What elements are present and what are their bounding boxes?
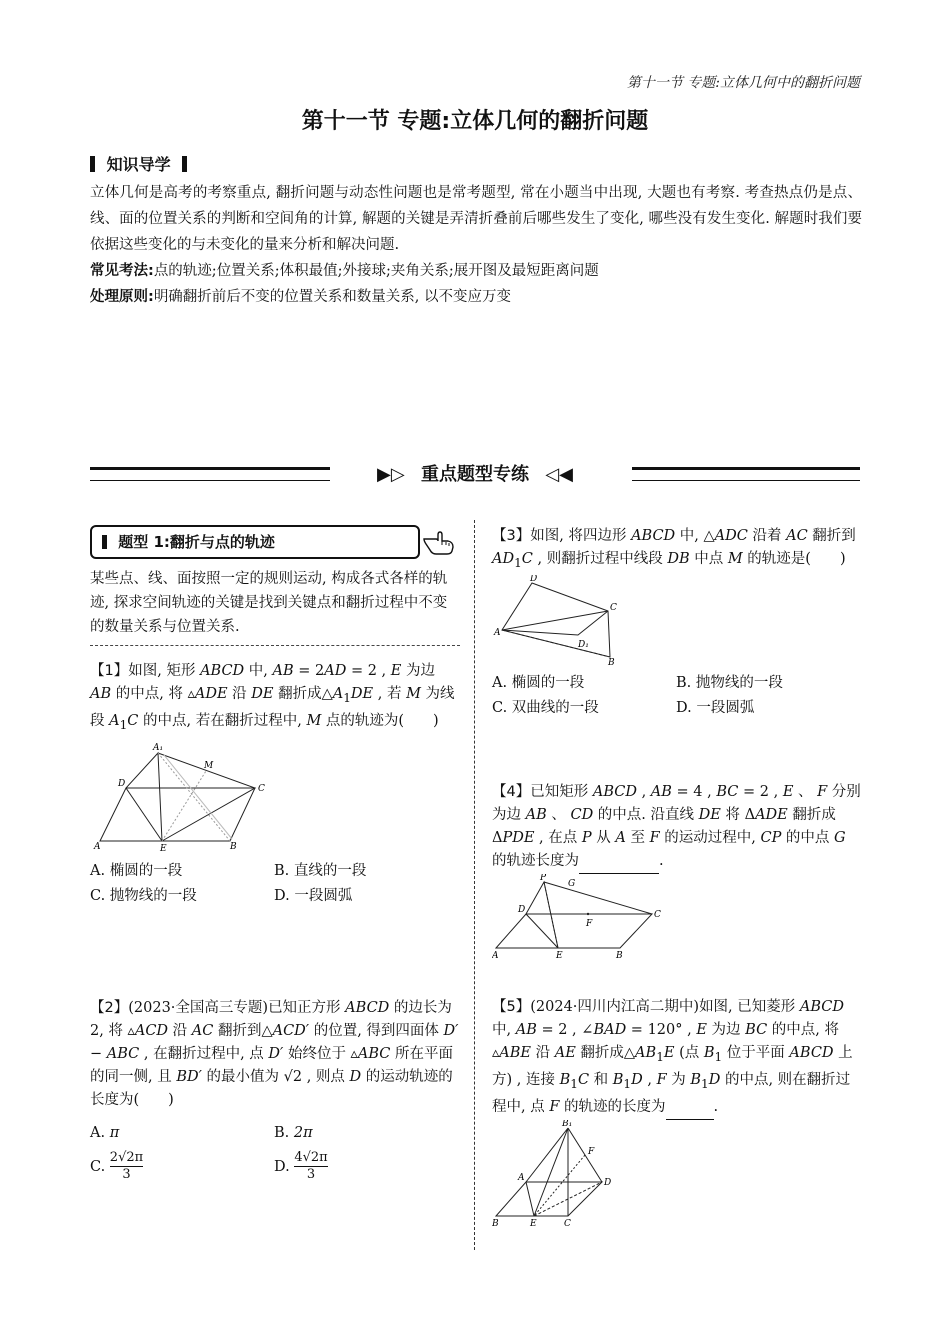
section-rule-left xyxy=(90,467,330,481)
fig4-point-F xyxy=(587,913,589,915)
page-title: 第十一节 专题:立体几何的翻折问题 xyxy=(301,109,649,134)
type1-box xyxy=(90,525,420,559)
knowledge-heading xyxy=(90,152,187,175)
fig4-label-G: G xyxy=(568,878,576,889)
knowledge-body xyxy=(90,180,862,310)
fig3-label-A: A xyxy=(494,627,501,638)
principle-text: 明确翻折前后不变的位置关系和数量关系, 以不变应万变 xyxy=(153,289,512,305)
principle xyxy=(90,284,862,310)
running-header: 第十一节 专题:立体几何中的翻折问题 xyxy=(626,75,860,91)
figure-q1 xyxy=(90,741,280,853)
question-2-number: 【2】 xyxy=(90,999,129,1016)
fig1-label-C: C xyxy=(258,783,265,794)
q3-option-c: C. 双曲线的一段 xyxy=(492,699,599,716)
fig4-label-P: P xyxy=(540,873,547,883)
type1-description: 某些点、线、面按照一定的规则运动, 构成各式各样的轨迹, 探求空间轨迹的关键是找到关键点和翻折过程中不变的数量关系与位置关系. xyxy=(90,567,460,646)
fig4-label-F: F xyxy=(586,918,593,929)
question-4: 【4】已知矩形 ABCD , AB = 4 , BC = 2 , E 、 F 分别为边 AB 、 CD 的中点. 沿直线 DE 将 ΔADE 翻折成 ΔPDE , 在点 P 从 A 至 F 的运动过程中, CP 的中点 G 的轨迹长度为 . xyxy=(492,781,862,874)
q1-option-c: C. 抛物线的一段 xyxy=(90,887,197,904)
heading-bar-right xyxy=(182,156,187,172)
fig3-label-B: B xyxy=(608,657,615,665)
type1-title: 题型 1:翻折与点的轨迹 xyxy=(118,533,275,551)
q3-option-b: B. 抛物线的一段 xyxy=(676,674,783,691)
q3-option-a: A. 椭圆的一段 xyxy=(492,674,585,691)
question-1: 【1】如图, 矩形 ABCD 中, AB = 2AD = 2 , E 为边 AB 的中点, 将 ▵ADE 沿 DE 翻折成$\triangle A_1DE$ , 若 M 为线段 $A_1C$ 的中点, 若在翻折过程中, M 点的轨迹为( ) xyxy=(90,663,455,732)
fig3-label-D: D xyxy=(530,574,538,584)
question-3-options xyxy=(492,671,862,721)
fig1-label-A1: A₁ xyxy=(153,742,164,753)
section-heading xyxy=(330,460,620,486)
right-column xyxy=(492,525,862,1232)
question-5: 【5】(2024·四川内江高二期中)如图, 已知菱形 ABCD 中, AB = 2 , ∠BAD = 120° , E 为边 BC 的中点, 将 ▵ABE 沿 AE 翻折成$\triangle AB_1E$ (点 $B_1$ 位于平面 ABCD 上方) , 连接 $B_1C$ 和 $B_1D$ , F 为 $B_1D$ 的中点, 则在翻折过程中, 点 F 的轨迹的长度为 . xyxy=(492,996,862,1120)
fig5-label-E: E xyxy=(530,1218,537,1229)
q1-option-a: A. 椭圆的一段 xyxy=(90,862,183,879)
section-title: 重点题型专练 xyxy=(421,464,529,485)
q2-option-d: D. $\frac{4√2\pi}{3}$ xyxy=(274,1150,328,1183)
fig5-label-B: B xyxy=(492,1218,499,1229)
knowledge-heading-text: 知识导学 xyxy=(106,155,171,174)
q2-option-d-fraction: $\frac{4√2\pi}{3}$ xyxy=(294,1150,328,1183)
question-3-number: 【3】 xyxy=(492,528,531,544)
fig1-label-B: B xyxy=(230,841,237,852)
q2-option-c-fraction: $\frac{2√2\pi}{3}$ xyxy=(109,1150,144,1183)
question-2-source: (2023·全国高三专题) xyxy=(128,999,269,1016)
fig4-label-C: C xyxy=(654,909,661,920)
question-5-source: (2024·四川内江高二期中) xyxy=(530,998,700,1015)
question-5-blank[interactable] xyxy=(666,1096,714,1120)
type1-bar xyxy=(102,535,107,549)
q2-option-c: C. $\frac{2√2\pi}{3}$ xyxy=(90,1150,144,1183)
question-2-options xyxy=(90,1116,460,1184)
q2-option-a: A. π xyxy=(90,1124,120,1141)
principle-label: 处理原则: xyxy=(90,289,154,305)
pointing-hand-icon xyxy=(422,529,456,555)
fig1-label-E: E xyxy=(160,843,167,853)
fig4-label-E: E xyxy=(556,950,563,960)
question-4-blank[interactable] xyxy=(579,850,659,874)
question-4-number: 【4】 xyxy=(492,783,531,800)
fig5-label-F: F xyxy=(588,1146,595,1157)
fig4-label-A: A xyxy=(492,950,499,960)
fig1-label-D: D xyxy=(118,778,126,789)
fig5-label-B1: B₁ xyxy=(562,1119,573,1129)
q1-option-b: B. 直线的一段 xyxy=(274,862,367,879)
common-methods xyxy=(90,258,862,284)
figure-q4 xyxy=(492,874,672,960)
question-5-number: 【5】 xyxy=(492,998,531,1015)
question-3: 【3】如图, 将四边形 ABCD 中, △ADC 沿着 AC 翻折到 $AD_1C$ , 则翻折过程中线段 DB 中点 M 的轨迹是( ) xyxy=(492,528,856,570)
common-methods-label: 常见考法: xyxy=(90,263,154,279)
question-1-options xyxy=(90,859,460,909)
fig4-label-B: B xyxy=(616,950,623,960)
q2-option-b-value: 2π xyxy=(293,1124,313,1141)
fig5-label-A: A xyxy=(518,1172,525,1183)
column-divider xyxy=(474,520,475,1250)
common-methods-text: 点的轨迹;位置关系;体积最值;外接球;夹角关系;展开图及最短距离问题 xyxy=(153,263,599,279)
fig5-label-C: C xyxy=(564,1218,571,1229)
figure-q5 xyxy=(492,1120,632,1232)
section-arrows-left: ▶▷ xyxy=(377,464,405,485)
q2-option-a-value: π xyxy=(109,1124,120,1141)
section-rule-right xyxy=(632,467,860,481)
knowledge-paragraph: 立体几何是高考的考察重点, 翻折问题与动态性问题也是常考题型, 常在小题当中出现, 大题也有考察. 考查热点仍是点、线、面的位置关系的判断和空间角的计算, 解题的关键是弄清折叠前后哪些发生了变化, 哪些没有发生变化. 解题时我们要依据这些变化的与未变化的量来分析和解决问题. xyxy=(90,185,862,253)
question-1-number: 【1】 xyxy=(90,663,129,679)
question-2: 【2】(2023·全国高三专题)已知正方形 ABCD 的边长为 2, 将 ▵ACD 沿 AC 翻折到△ACD′ 的位置, 得到四面体 D′ − ABC , 在翻折过程中, 点 D′ 始终位于 ▵ABC 所在平面的同一侧, 且 BD′ 的最小值为 √2 , 则点 D 的运动轨迹的长度为( ) xyxy=(90,999,459,1108)
section-arrows-right: ◁◀ xyxy=(545,464,573,485)
fig3-label-D1: D₁ xyxy=(578,639,589,650)
fig3-label-C: C xyxy=(610,602,617,613)
left-column xyxy=(90,525,460,1184)
fig1-label-A: A xyxy=(94,841,101,852)
figure-q3 xyxy=(492,575,632,665)
fig4-label-D: D xyxy=(518,904,526,915)
q2-option-b: B. 2π xyxy=(274,1124,313,1141)
q3-option-d: D. 一段圆弧 xyxy=(676,699,755,716)
fig1-label-M: M xyxy=(204,760,214,771)
heading-bar-left xyxy=(90,156,95,172)
fig5-label-D: D xyxy=(604,1177,612,1188)
q1-option-d: D. 一段圆弧 xyxy=(274,887,353,904)
